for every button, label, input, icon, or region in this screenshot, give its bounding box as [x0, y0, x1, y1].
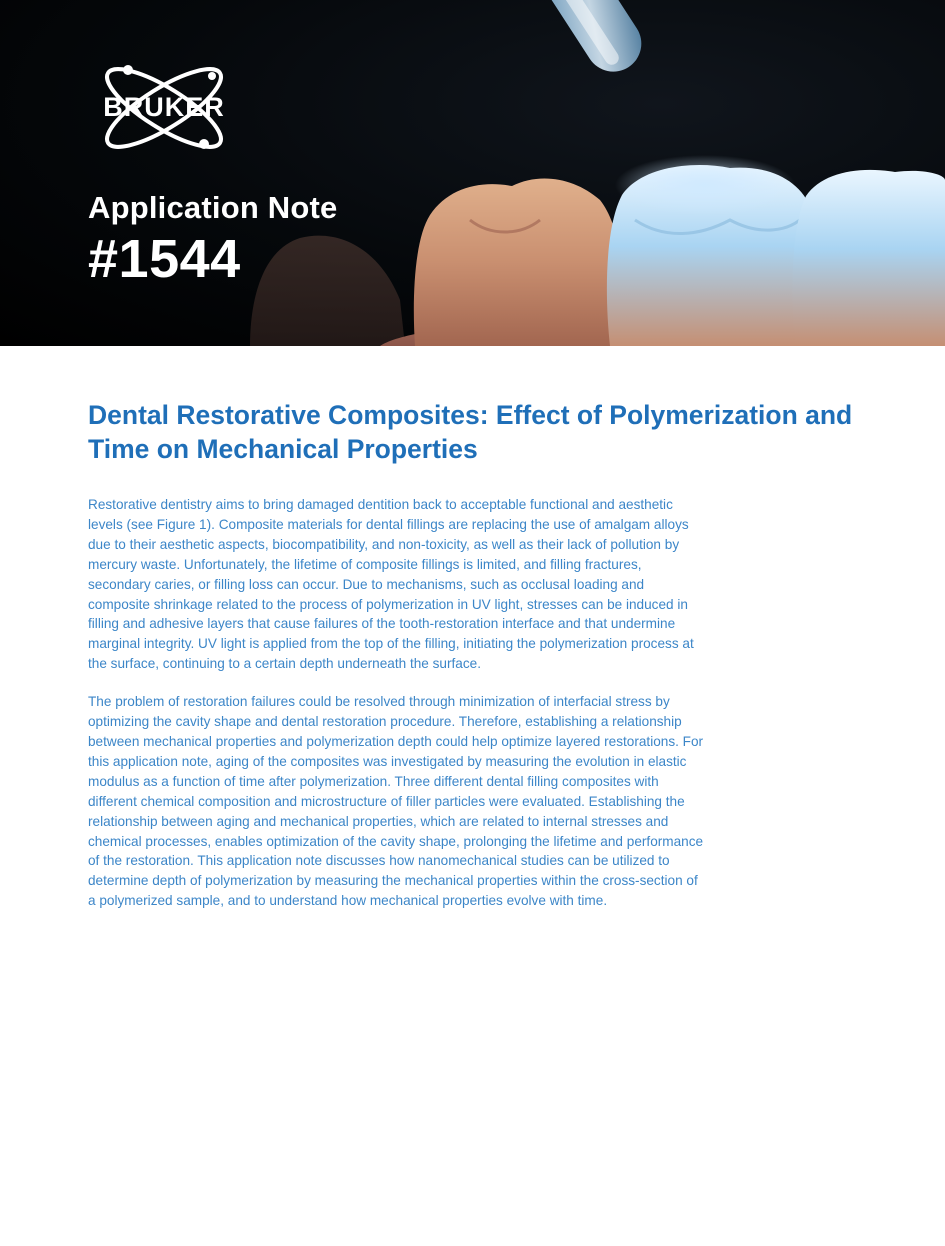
bruker-logo: [86, 62, 246, 154]
hero-banner: [0, 0, 945, 346]
application-note-label: Application Note: [88, 190, 338, 225]
teeth-illustration: [0, 0, 945, 346]
logo-wordmark: BRUKER: [103, 92, 225, 122]
body-text: [88, 495, 704, 929]
paragraph-2: The problem of restoration failures could be resolved through minimization of interfacial stress by optimizing the cavity shape and dental restoration procedure. Therefore, establishing a relationship between mechanical properties and polymerization depth could help optimize layered restorations. For this application note, aging of the composites was investigated by measuring the evolution in elastic modulus as a function of time after polymerization. Three different dental filling composites with different chemical composition and microstructure of filler particles were evaluated. Establishing the relationship between aging and mechanical properties, which are related to internal stresses and chemical processes, enables optimization of the cavity shape, prolonging the lifetime and performance of the restoration. This application note discusses how nanomechanical studies can be utilized to determine depth of polymerization by measuring the mechanical properties within the cross-section of a polymerized sample, and to understand how mechanical properties evolve with time.: [88, 694, 704, 909]
paragraph-1: Restorative dentistry aims to bring damaged dentition back to acceptable functional and aesthetic levels (see Figure 1). Composite materials for dental fillings are replacing the use of amalgam alloys due to their aesthetic aspects, biocompatibility, and non-toxicity, as well as their lack of pollution by mercury waste. Unfortunately, the lifetime of composite fillings is limited, and filling fractures, secondary caries, or filling loss can occur. Due to mechanisms, such as occlusal loading and composite shrinkage related to the process of polymerization in UV light, stresses can be induced in filling and adhesive layers that cause failures of the tooth-restoration interface and that undermine marginal integrity. UV light is applied from the top of the filling, initiating the polymerization process at the surface, continuing to a certain depth underneath the surface.: [88, 497, 694, 672]
document-title: Dental Restorative Composites: Effect of Polymerization and Time on Mechanical Properties: [88, 400, 853, 464]
application-note-number: #1544: [88, 229, 241, 289]
